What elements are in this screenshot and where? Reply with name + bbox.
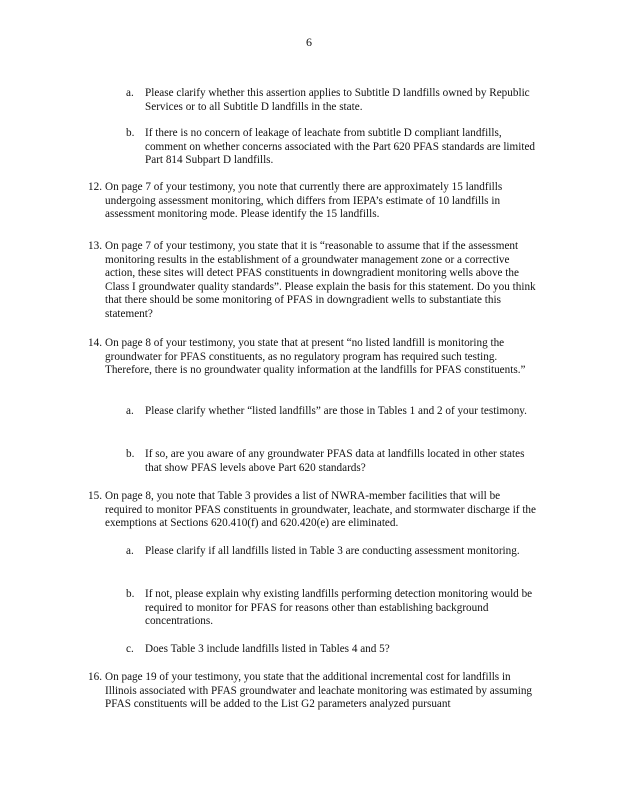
item-label: c. [126, 643, 134, 655]
list-item-14b [126, 448, 536, 475]
question-number: 14. [88, 337, 102, 349]
question-text: On page 19 of your testimony, you state that the additional incremental cost for landfills in Illinois associated with PFAS groundwater and leachate monitoring was estimated by assuming PFAS constituents will be added to the List G2 parameters analyzed pursuant [105, 671, 533, 711]
list-item-15a [126, 545, 536, 559]
question-14 [88, 337, 538, 378]
question-15 [88, 490, 538, 531]
question-text: On page 7 of your testimony, you state that it is “reasonable to assume that if the assessment monitoring results in the establishment of a groundwater management zone or a corrective action, these sites will detect PFAS constituents in downgradient monitoring wells above the Class I groundwater quality standards”. Please explain the basis for this statement. Do you think that there should be some monitoring of PFAS in downgradient wells to substantiate this statement? [105, 240, 536, 320]
question-number: 15. [88, 490, 102, 502]
question-number: 12. [88, 181, 102, 193]
list-item-12b-prior [126, 127, 536, 168]
item-label: b. [126, 448, 135, 460]
item-text: If so, are you aware of any groundwater PFAS data at landfills located in other states that show PFAS levels above Part 620 standards? [145, 448, 525, 474]
list-item-15b [126, 588, 536, 629]
item-text: If there is no concern of leakage of leachate from subtitle D compliant landfills, comment on whether concerns associated with the Part 620 PFAS standards are limited Part 814 Subpart D landfills. [145, 127, 536, 167]
item-label: b. [126, 127, 135, 139]
list-item-14a [126, 405, 536, 419]
item-label: a. [126, 87, 134, 99]
item-text: Please clarify whether “listed landfills” are those in Tables 1 and 2 of your testimony. [145, 405, 527, 417]
question-13 [88, 240, 538, 322]
list-item-15c [126, 643, 536, 657]
page-number: 6 [306, 35, 312, 49]
item-text: Does Table 3 include landfills listed in Tables 4 and 5? [145, 643, 390, 655]
item-text: Please clarify if all landfills listed in Table 3 are conducting assessment monitoring. [145, 545, 520, 557]
question-number: 13. [88, 240, 102, 252]
question-text: On page 7 of your testimony, you note that currently there are approximately 15 landfills undergoing assessment monitoring, which differs from IEPA’s estimate of 10 landfills in assessment monitoring mode. Please identify the 15 landfills. [105, 181, 503, 221]
item-text: If not, please explain why existing landfills performing detection monitoring would be required to monitor for PFAS for reasons other than establishing background concentrations. [145, 588, 533, 628]
question-text: On page 8 of your testimony, you state that at present “no listed landfill is monitoring the groundwater for PFAS constituents, as no regulatory program has required such testing. Therefore, there is no groundwater quality information at the landfills for PFAS constituents.” [105, 337, 526, 377]
item-label: a. [126, 405, 134, 417]
question-12 [88, 181, 538, 222]
list-item-12a-prior [126, 87, 536, 114]
item-text: Please clarify whether this assertion applies to Subtitle D landfills owned by Republic Services or to all Subtitle D landfills in the state. [145, 87, 530, 113]
item-label: a. [126, 545, 134, 557]
item-label: b. [126, 588, 135, 600]
question-text: On page 8, you note that Table 3 provides a list of NWRA-member facilities that will be required to monitor PFAS constituents in groundwater, leachate, and stormwater discharge if the exemptions at Sections 620.410(f) and 620.420(e) are eliminated. [105, 490, 536, 530]
question-number: 16. [88, 671, 102, 683]
question-16 [88, 671, 538, 712]
